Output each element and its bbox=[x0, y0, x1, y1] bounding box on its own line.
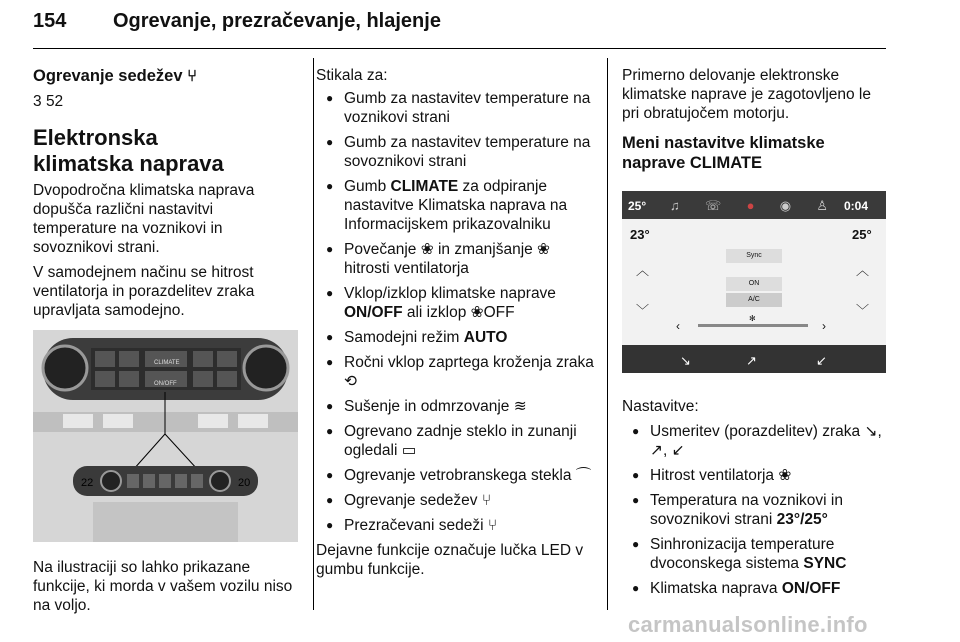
page-title: Ogrevanje, prezračevanje, hlajenje bbox=[113, 10, 441, 32]
top-menu-icons bbox=[670, 196, 828, 214]
cross-reference bbox=[33, 92, 298, 111]
list-item: ● Usmeritev (porazdelitev) zraka ↘, ↗, ↙ bbox=[622, 422, 886, 460]
list-item: ● Gumb za nastavitev temperature na sovoznikovi strani bbox=[316, 133, 598, 171]
list-item: ● Povečanje ❀ in zmanjšanje ❀ hitrosti ventilatorja bbox=[316, 240, 598, 278]
list-item: ● Vklop/izklop klimatske naprave ON/OFF ali izklop ❀OFF bbox=[316, 284, 598, 322]
engine-note: Primerno delovanje elektronske klimatske naprave je zagotovljeno le pri obratujočem motorju. bbox=[622, 67, 871, 122]
switches-intro: Stikala za: bbox=[316, 67, 388, 84]
section-heading: Elektronska klimatska naprava bbox=[33, 125, 224, 176]
list-item: ● Gumb CLIMATE za odpiranje nastavitve Klimatska naprava na Informacijskem prikazovalniku bbox=[316, 177, 598, 234]
left-temp: 23° bbox=[630, 227, 650, 242]
watermark: carmanualsonline.info bbox=[628, 612, 868, 637]
list-item: ● Sinhronizacija temperature dvoconskega sistema SYNC bbox=[622, 535, 886, 573]
list-item: ● Sušenje in odmrzovanje ≋ bbox=[316, 397, 598, 416]
list-item: ● Klimatska naprava ON/OFF bbox=[622, 579, 886, 598]
on-button[interactable]: ON bbox=[726, 277, 782, 291]
ref-arrow-icon: 3 bbox=[33, 93, 42, 110]
list-item: ● Ročni vklop zaprtega kroženja zraka ⟲ bbox=[316, 353, 598, 391]
list-item: ● Prezračevani sedeži ⑂ bbox=[316, 516, 598, 535]
settings-label: Nastavitve: bbox=[622, 398, 699, 415]
fan-left-arrow-icon[interactable]: ‹ bbox=[676, 319, 680, 333]
page-header bbox=[33, 4, 886, 49]
climate-menu-heading: Meni nastavitve klimatske naprave CLIMATE bbox=[622, 134, 825, 172]
seat-icon: ♙ bbox=[816, 198, 828, 213]
seat-heating-icon: ⑂ bbox=[187, 66, 197, 85]
right-temp: 25° bbox=[852, 227, 872, 242]
panel-label-temp-left: 22 bbox=[81, 477, 94, 489]
paragraph-2: V samodejnem načinu se hitrost ventilatorja in porazdelitev zraka upravljata samodejno. bbox=[33, 264, 255, 319]
list-item: ● Gumb za nastavitev temperature na voznikovi strani bbox=[316, 89, 598, 127]
air-distribution-upper-icon[interactable]: ↘ bbox=[680, 353, 691, 368]
illustration-caption: Na ilustraciji so lahko prikazane funkcije, ki morda v vašem vozilu niso na voljo. bbox=[33, 559, 293, 614]
list-item: ● Ogrevanje vetrobranskega stekla ⌒ bbox=[316, 466, 598, 485]
column-1 bbox=[33, 66, 298, 621]
left-temp-up-icon: ︿ bbox=[636, 263, 650, 278]
paragraph-1: Dvopodročna klimatska naprava dopušča različni nastavitvi temperature na voznikovi in sovoznikovi strani. bbox=[33, 182, 255, 256]
column-divider-2 bbox=[607, 58, 608, 610]
fan-speed-slider[interactable] bbox=[698, 324, 808, 327]
seat-heating-heading: Ogrevanje sedežev ⑂ bbox=[33, 66, 197, 85]
climate-icon: ◉ bbox=[779, 198, 792, 213]
climate-screen-illustration bbox=[622, 191, 886, 373]
ac-button[interactable]: A/C bbox=[726, 293, 782, 307]
settings-list bbox=[622, 422, 886, 598]
sync-button[interactable]: Sync bbox=[726, 249, 782, 263]
music-icon: ♫ bbox=[670, 198, 680, 213]
panel-label-temp-right: 20 bbox=[238, 477, 251, 489]
panel-label-onoff: ON/OFF bbox=[154, 381, 177, 387]
list-item: ● Ogrevanje sedežev ⑂ bbox=[316, 491, 598, 510]
list-item: ● Hitrost ventilatorja ❀ bbox=[622, 466, 886, 485]
air-distribution-lower-icon[interactable]: ↙ bbox=[816, 353, 827, 368]
column-2 bbox=[316, 66, 598, 585]
column-3 bbox=[622, 66, 886, 604]
page-number: 154 bbox=[33, 10, 67, 32]
right-temp-down-icon: ﹀ bbox=[856, 303, 870, 318]
outside-temp: 25° bbox=[628, 199, 647, 213]
fan-icon: ✻ bbox=[749, 314, 756, 323]
phone-icon: ☏ bbox=[705, 198, 722, 213]
clock: 0:04 bbox=[844, 199, 869, 213]
panel-label-climate: CLIMATE bbox=[154, 360, 180, 366]
fan-right-arrow-icon[interactable]: › bbox=[822, 319, 826, 333]
list-item: ● Samodejni režim AUTO bbox=[316, 328, 598, 347]
air-distribution-middle-icon[interactable]: ↗ bbox=[746, 353, 757, 368]
ref-page: 52 bbox=[45, 93, 64, 110]
nav-icon: ● bbox=[746, 198, 755, 213]
right-temp-up-icon: ︿ bbox=[856, 263, 870, 278]
left-temp-down-icon: ﹀ bbox=[636, 303, 650, 318]
list-item: ● Temperatura na voznikovi in sovoznikovi strani 23°/25° bbox=[622, 491, 886, 529]
column-divider-1 bbox=[313, 58, 314, 610]
switches-list bbox=[316, 89, 598, 535]
list-item: ● Ogrevano zadnje steklo in zunanji ogledali ▭ bbox=[316, 422, 598, 460]
led-note: Dejavne funkcije označuje lučka LED v gumbu funkcije. bbox=[316, 542, 584, 578]
control-panel-illustration bbox=[33, 330, 298, 542]
